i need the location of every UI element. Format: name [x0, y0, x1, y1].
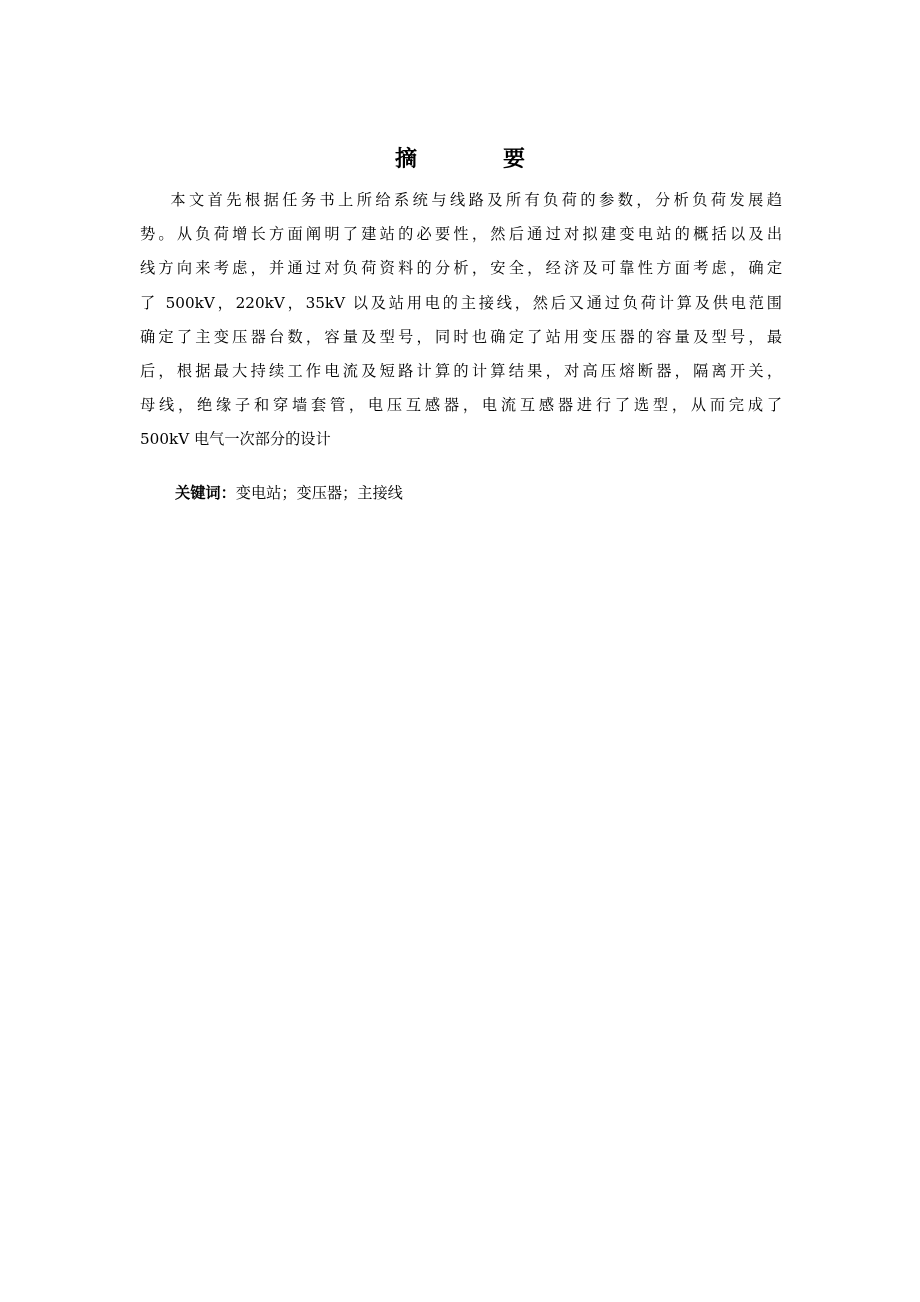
- abstract-line: 后，根据最大持续工作电流及短路计算的计算结果，对高压熔断器，隔离开关，: [140, 362, 782, 381]
- keywords-line: [175, 476, 403, 510]
- abstract-line: 势。从负荷增长方面阐明了建站的必要性，然后通过对拟建变电站的概括以及出: [140, 225, 782, 244]
- abstract-line: 线方向来考虑，并通过对负荷资料的分析，安全，经济及可靠性方面考虑，确定: [140, 259, 782, 278]
- abstract-line: 500kV 电气一次部分的设计: [140, 430, 331, 449]
- title-char-2: 要: [503, 147, 526, 172]
- keywords-label: 关键词：: [175, 484, 236, 502]
- abstract-line: 了 500kV，220kV，35kV 以及站用电的主接线，然后又通过负荷计算及供电范围: [140, 293, 782, 312]
- title-char-1: 摘: [394, 147, 417, 172]
- page-title: [0, 144, 920, 176]
- abstract-line: 母线，绝缘子和穿墙套管，电压互感器，电流互感器进行了选型，从而完成了: [140, 396, 782, 415]
- abstract-line: 确定了主变压器台数，容量及型号，同时也确定了站用变压器的容量及型号，最: [140, 327, 782, 346]
- keywords-text: 变电站；变压器；主接线: [235, 484, 403, 502]
- abstract-paragraph: [140, 183, 782, 457]
- abstract-line: 本文首先根据任务书上所给系统与线路及所有负荷的参数，分析负荷发展趋: [170, 191, 782, 209]
